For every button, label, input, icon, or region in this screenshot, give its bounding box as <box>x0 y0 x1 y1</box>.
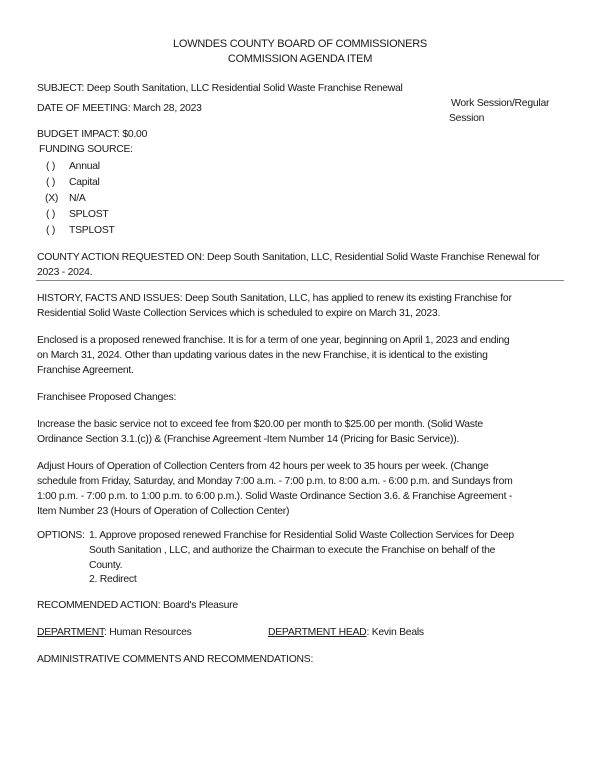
county-action-line: 2023 - 2024. <box>37 267 93 278</box>
option-line: 1. Approve proposed renewed Franchise for Residential Solid Waste Collection Services for Deep <box>89 530 514 541</box>
adjust-line: 1:00 p.m. - 7:00 p.m. to 1:00 p.m. to 6:00 p.m.). Solid Waste Ordinance Section 3.6. & Franchise Agreement - <box>37 491 513 502</box>
department-label: DEPARTMENT <box>37 627 104 638</box>
county-action-line: COUNTY ACTION REQUESTED ON: Deep South Sanitation, LLC, Residential Solid Waste Franchise Renewal for <box>37 252 540 263</box>
increase-line: Increase the basic service not to exceed fee from $20.00 per month to $25.00 per month. (Solid Waste <box>37 419 483 430</box>
section-divider <box>36 280 564 281</box>
option-line: South Sanitation , LLC, and authorize the Chairman to execute the Franchise on behalf of the <box>89 545 496 556</box>
adjust-line: Item Number 23 (Hours of Operation of Collection Center) <box>37 506 290 517</box>
session-type-line1: Work Session/Regular <box>451 98 550 109</box>
department-head-label: DEPARTMENT HEAD <box>268 627 367 638</box>
option-line: County. <box>89 560 123 571</box>
enclosed-line: Enclosed is a proposed renewed franchise. It is for a term of one year, beginning on April 1, 2023 and ending <box>37 335 510 346</box>
funding-source-label: FUNDING SOURCE: <box>39 144 133 155</box>
department-head-value: : Kevin Beals <box>366 627 424 638</box>
option-line: 2. Redirect <box>89 574 137 585</box>
header-title: LOWNDES COUNTY BOARD OF COMMISSIONERS <box>173 38 427 50</box>
increase-line: Ordinance Section 3.1.(c)) & (Franchise Agreement -Item Number 14 (Pricing for Basic Service)). <box>37 434 460 445</box>
department-value: : Human Resources <box>103 627 192 638</box>
funding-option-label: Capital <box>69 177 100 188</box>
funding-option-mark: ( ) <box>46 225 56 236</box>
enclosed-line: Franchise Agreement. <box>37 365 134 376</box>
funding-option-label: N/A <box>69 193 86 204</box>
budget-impact: BUDGET IMPACT: $0.00 <box>37 129 148 140</box>
recommended-action: RECOMMENDED ACTION: Board's Pleasure <box>37 600 238 611</box>
funding-option-label: TSPLOST <box>69 225 115 236</box>
franchisee-changes-label: Franchisee Proposed Changes: <box>37 392 177 403</box>
department <box>37 626 192 640</box>
session-type-line2: Session <box>449 113 485 124</box>
history-line: Residential Solid Waste Collection Services which is scheduled to expire on March 31, 2023. <box>37 308 441 319</box>
header-subtitle: COMMISSION AGENDA ITEM <box>227 53 373 65</box>
enclosed-line: on March 31, 2024. Other than updating various dates in the new Franchise, it is identical to the existing <box>37 350 488 361</box>
funding-option-label: Annual <box>69 161 100 172</box>
date-of-meeting: DATE OF MEETING: March 28, 2023 <box>37 103 202 114</box>
funding-option-mark: (X) <box>45 193 59 204</box>
subject: SUBJECT: Deep South Sanitation, LLC Residential Solid Waste Franchise Renewal <box>37 83 403 94</box>
funding-option-mark: ( ) <box>46 209 56 220</box>
funding-option-mark: ( ) <box>46 161 56 172</box>
adjust-line: Adjust Hours of Operation of Collection Centers from 42 hours per week to 35 hours per week. (Change <box>37 461 489 472</box>
history-line: HISTORY, FACTS AND ISSUES: Deep South Sanitation, LLC, has applied to renew its existing Franchise for <box>37 293 512 304</box>
admin-comments-label: ADMINISTRATIVE COMMENTS AND RECOMMENDATIONS: <box>37 654 314 665</box>
funding-option-mark: ( ) <box>46 177 56 188</box>
department-head <box>268 626 424 640</box>
adjust-line: schedule from Friday, Saturday, and Monday 7:00 a.m. - 7:00 p.m. to 8:00 a.m. - 6:00 p.m. and Sundays from <box>37 476 513 487</box>
funding-option-label: SPLOST <box>69 209 109 220</box>
options-label: OPTIONS: <box>37 530 85 541</box>
